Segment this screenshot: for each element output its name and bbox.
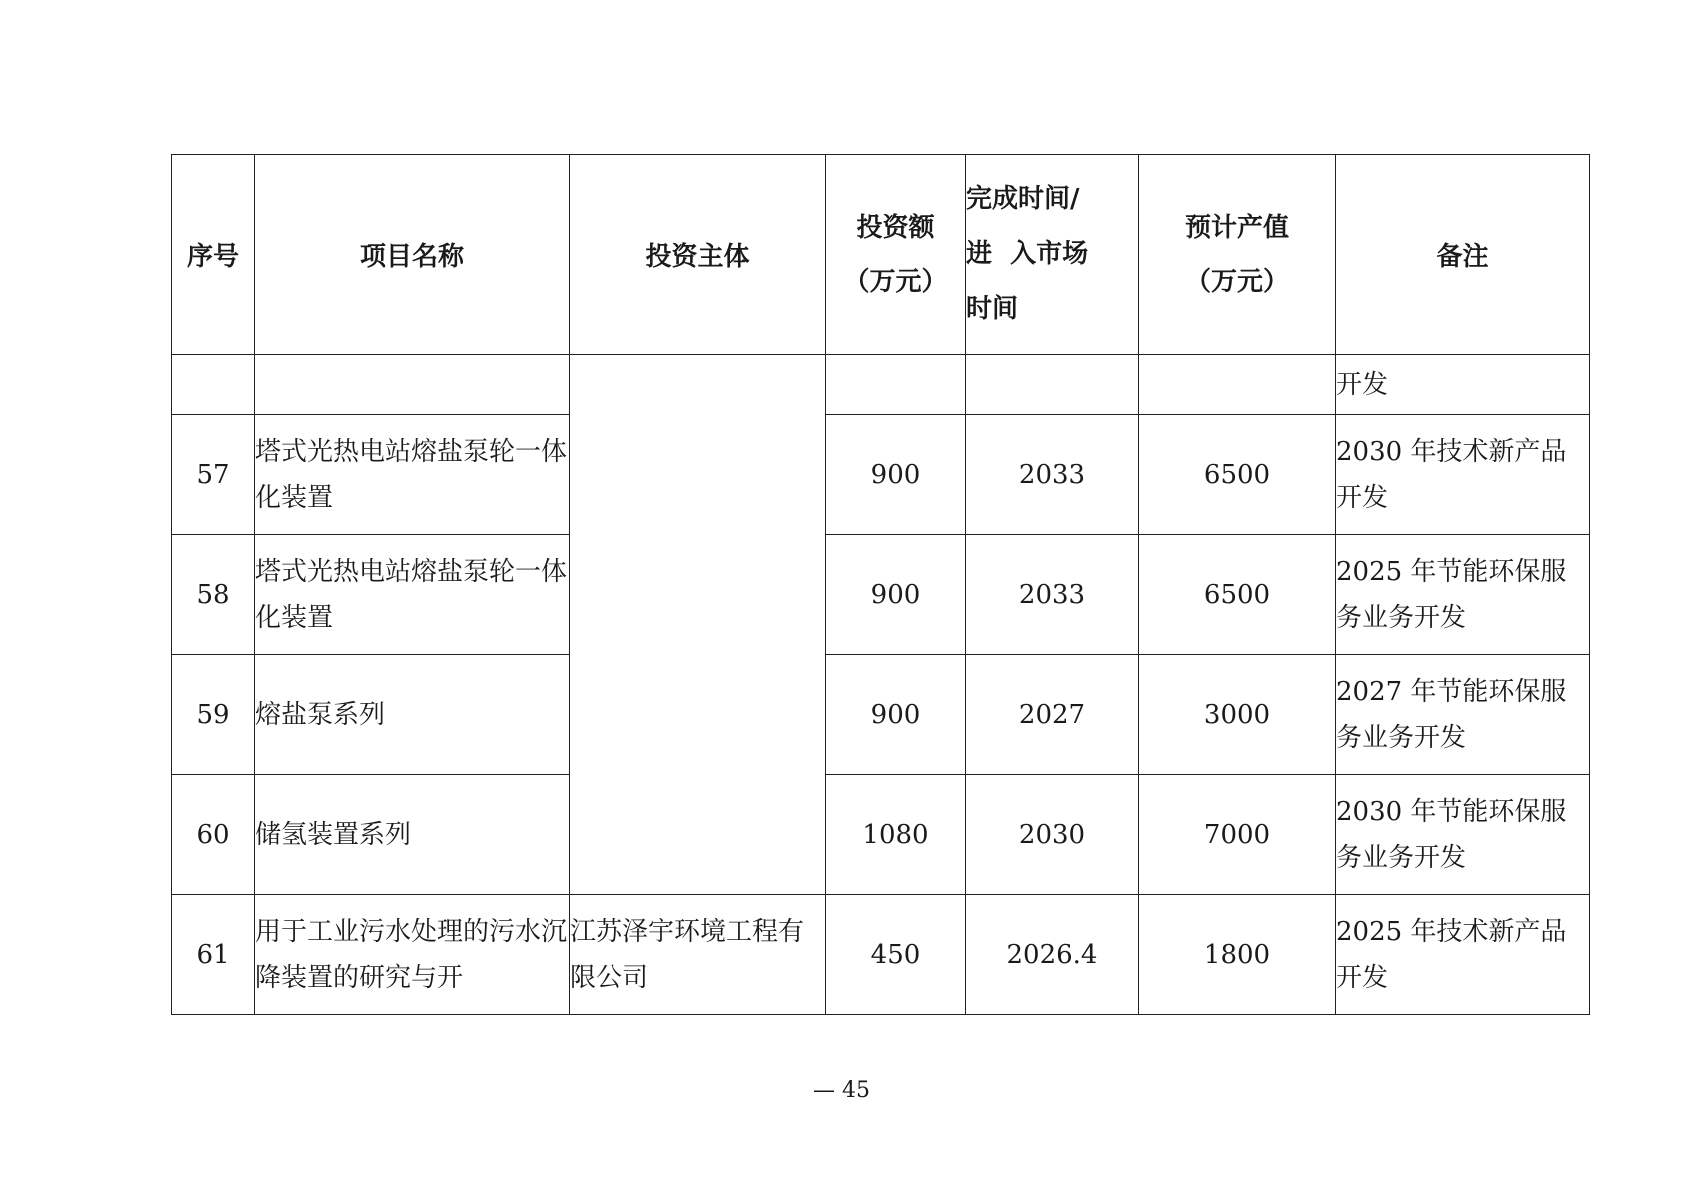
table-row (172, 415, 1590, 535)
cell-project-name: 熔盐泵系列 (255, 655, 570, 775)
cell-remark: 2027 年节能环保服务业务开发 (1336, 655, 1590, 775)
cell-expected-output: 3000 (1139, 655, 1336, 775)
header-expected-output-line1: 预计产值 (1184, 212, 1289, 243)
cell-expected-output: 7000 (1139, 775, 1336, 895)
header-remark: 备注 (1336, 155, 1590, 355)
cell-expected-output: 6500 (1139, 415, 1336, 535)
header-completion-time-line2: 进 入市场 (966, 239, 1089, 269)
cell-completion-time: 2026.4 (966, 895, 1139, 1015)
cell-project-name: 储氢装置系列 (255, 775, 570, 895)
project-table (171, 154, 1590, 1015)
header-seq: 序号 (172, 155, 255, 355)
cell-completion-time: 2033 (966, 415, 1139, 535)
cell-investment-amount: 1080 (826, 775, 966, 895)
header-expected-output-line2: （万元） (1184, 266, 1289, 297)
table-row-continuation (172, 355, 1590, 415)
cell-remark: 2025 年节能环保服务业务开发 (1336, 535, 1590, 655)
cell-investment-amount: 900 (826, 655, 966, 775)
cell-seq: 61 (172, 895, 255, 1015)
table-row (172, 775, 1590, 895)
header-investment-amount-line2: （万元） (843, 266, 948, 297)
cell-completion-time: 2030 (966, 775, 1139, 895)
cell-investment-amount: 450 (826, 895, 966, 1015)
cell-seq: 58 (172, 535, 255, 655)
cell-expected-output: 1800 (1139, 895, 1336, 1015)
cell-completion-time: 2027 (966, 655, 1139, 775)
cell-seq: 57 (172, 415, 255, 535)
cell-seq: 59 (172, 655, 255, 775)
table-row (172, 535, 1590, 655)
cell-project-name: 塔式光热电站熔盐泵轮一体化装置 (255, 415, 570, 535)
cell-remark: 2030 年技术新产品开发 (1336, 415, 1590, 535)
header-investment-entity: 投资主体 (570, 155, 826, 355)
cell-project-name: 塔式光热电站熔盐泵轮一体化装置 (255, 535, 570, 655)
cell-investment-entity: 江苏泽宇环境工程有限公司 (570, 895, 826, 1015)
cell-investment-amount: 900 (826, 415, 966, 535)
header-investment-amount (826, 155, 966, 355)
header-investment-amount-line1: 投资额 (856, 212, 935, 243)
cell-expected-output (1139, 355, 1336, 415)
cell-completion-time: 2033 (966, 535, 1139, 655)
header-completion-time-line3: 时间 (966, 294, 1019, 324)
table-row (172, 895, 1590, 1015)
cell-remark: 2030 年节能环保服务业务开发 (1336, 775, 1590, 895)
cell-remark: 开发 (1336, 355, 1590, 415)
cell-seq (172, 355, 255, 415)
header-completion-time (966, 155, 1139, 355)
cell-project-name (255, 355, 570, 415)
cell-completion-time (966, 355, 1139, 415)
table-row (172, 655, 1590, 775)
table-header-row (172, 155, 1590, 355)
cell-investment-amount (826, 355, 966, 415)
cell-expected-output: 6500 (1139, 535, 1336, 655)
cell-seq: 60 (172, 775, 255, 895)
page-number: — 45 (813, 1078, 870, 1103)
cell-remark: 2025 年技术新产品开发 (1336, 895, 1590, 1015)
cell-investment-entity-merged (570, 355, 826, 895)
cell-investment-amount: 900 (826, 535, 966, 655)
header-expected-output (1139, 155, 1336, 355)
header-project-name: 项目名称 (255, 155, 570, 355)
cell-project-name: 用于工业污水处理的污水沉降装置的研究与开 (255, 895, 570, 1015)
header-completion-time-line1: 完成时间/ (966, 184, 1080, 214)
